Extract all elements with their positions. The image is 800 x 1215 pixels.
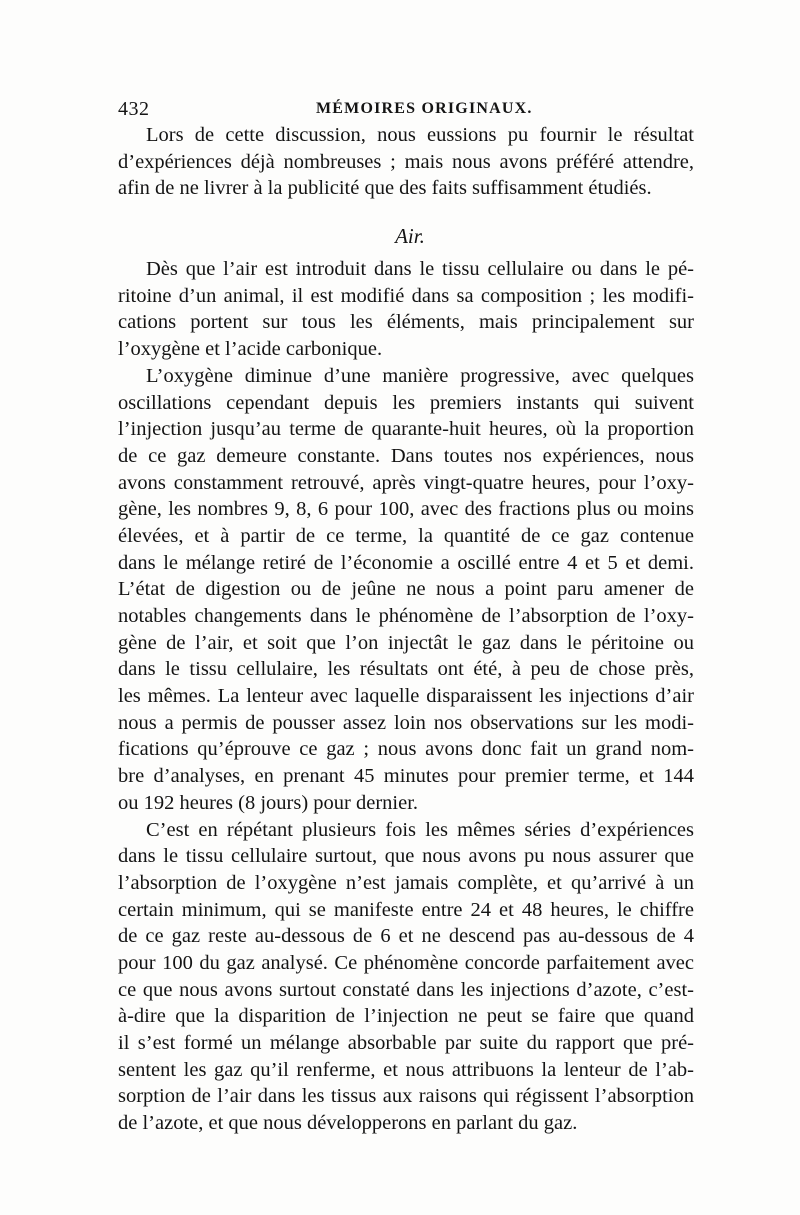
text-line: il s’est formé un mélange absorbable par suite du rapport que pré- (118, 1032, 694, 1054)
text-line: Lors de cette discussion, nous eussions pu fournir le résultat (146, 124, 694, 146)
text-line: dans le mélange retiré de l’économie a oscillé entre 4 et 5 et demi. (118, 551, 694, 574)
text-line: ritoine d’un animal, il est modifié dans sa composition ; les modifi- (118, 284, 694, 307)
paragraph-intro (118, 122, 694, 202)
text-line: l’oxygène et l’acide carbonique. (118, 338, 383, 361)
text-line: gène, les nombres 9, 8, 6 pour 100, avec des fractions plus ou moins (118, 498, 694, 521)
text-line: de ce gaz demeure constante. Dans toutes nos expériences, nous (118, 444, 694, 467)
section-heading: Air. (395, 224, 425, 249)
text-line: bre d’analyses, en prenant 45 minutes pour premier terme, et 144 (118, 765, 694, 788)
text-line: certain minimum, qui se manifeste entre 24 et 48 heures, le chiffre (118, 898, 694, 921)
text-line: nous a permis de pousser assez loin nos observations sur les modi- (118, 711, 694, 734)
text-line: élevées, et à partir de ce terme, la quantité de ce gaz contenue (118, 524, 694, 547)
text-line: notables changements dans le phénomène de l’absorption de l’oxy- (118, 605, 694, 627)
text-line: dans le tissu cellulaire, les résultats ont été, à peu de chose près, (118, 658, 694, 681)
text-line: oscillations cependant depuis les premiers instants qui suivent (118, 391, 694, 414)
running-title: MÉMOIRES ORIGINAUX. (316, 100, 533, 117)
text-line: sorption de l’air dans les tissus aux raisons qui régissent l’absorption (118, 1085, 694, 1108)
text-line: gène de l’air, et soit que l’on injectât le gaz dans le péritoine ou (118, 631, 694, 654)
body-text (118, 122, 694, 1137)
text-line: avons constamment retrouvé, après vingt-quatre heures, pour l’oxy- (118, 471, 694, 494)
text-line: de ce gaz reste au-dessous de 6 et ne descend pas au-dessous de 4 (118, 925, 694, 948)
running-head (118, 98, 690, 122)
text-line: de l’azote, et que nous développerons en parlant du gaz. (118, 1112, 578, 1135)
text-line: fications qu’éprouve ce gaz ; nous avons donc fait un grand nom- (118, 738, 694, 761)
paragraph (118, 256, 694, 363)
paragraph (118, 363, 694, 817)
text-line: à-dire que la disparition de l’injection ne peut se faire que quand (118, 1005, 694, 1028)
page-number: 432 (118, 98, 150, 120)
text-line: C’est en répétant plusieurs fois les mêmes séries d’expériences (146, 818, 694, 841)
text-line: les mêmes. La lenteur avec laquelle disparaissent les injections d’air (118, 685, 694, 708)
paragraph (118, 817, 694, 1137)
text-line: pour 100 du gaz analysé. Ce phénomène concorde parfaitement avec (118, 951, 694, 974)
text-line: cations portent sur tous les éléments, mais principalement sur (118, 311, 694, 334)
text-line: L’état de digestion ou de jeûne ne nous a point paru amener de (118, 578, 694, 601)
text-line: afin de ne livrer à la publicité que des faits suffisamment étudiés. (118, 177, 652, 200)
text-line: sentent les gaz qu’il renferme, et nous attribuons la lenteur de l’ab- (118, 1058, 694, 1081)
text-line: l’injection jusqu’au terme de quarante-huit heures, où la proportion (118, 418, 694, 441)
text-line: Dès que l’air est introduit dans le tissu cellulaire ou dans le pé- (146, 258, 694, 281)
text-line: d’expériences déjà nombreuses ; mais nous avons préféré attendre, (118, 150, 694, 173)
text-line: L’oxygène diminue d’une manière progressive, avec quelques (146, 364, 694, 387)
text-line: l’absorption de l’oxygène n’est jamais complète, et qu’arrivé à un (118, 871, 694, 894)
text-line: ou 192 heures (8 jours) pour dernier. (118, 791, 419, 814)
text-line: dans le tissu cellulaire surtout, que nous avons pu nous assurer que (118, 845, 694, 868)
text-line: ce que nous avons surtout constaté dans les injections d’azote, c’est- (118, 978, 694, 1001)
